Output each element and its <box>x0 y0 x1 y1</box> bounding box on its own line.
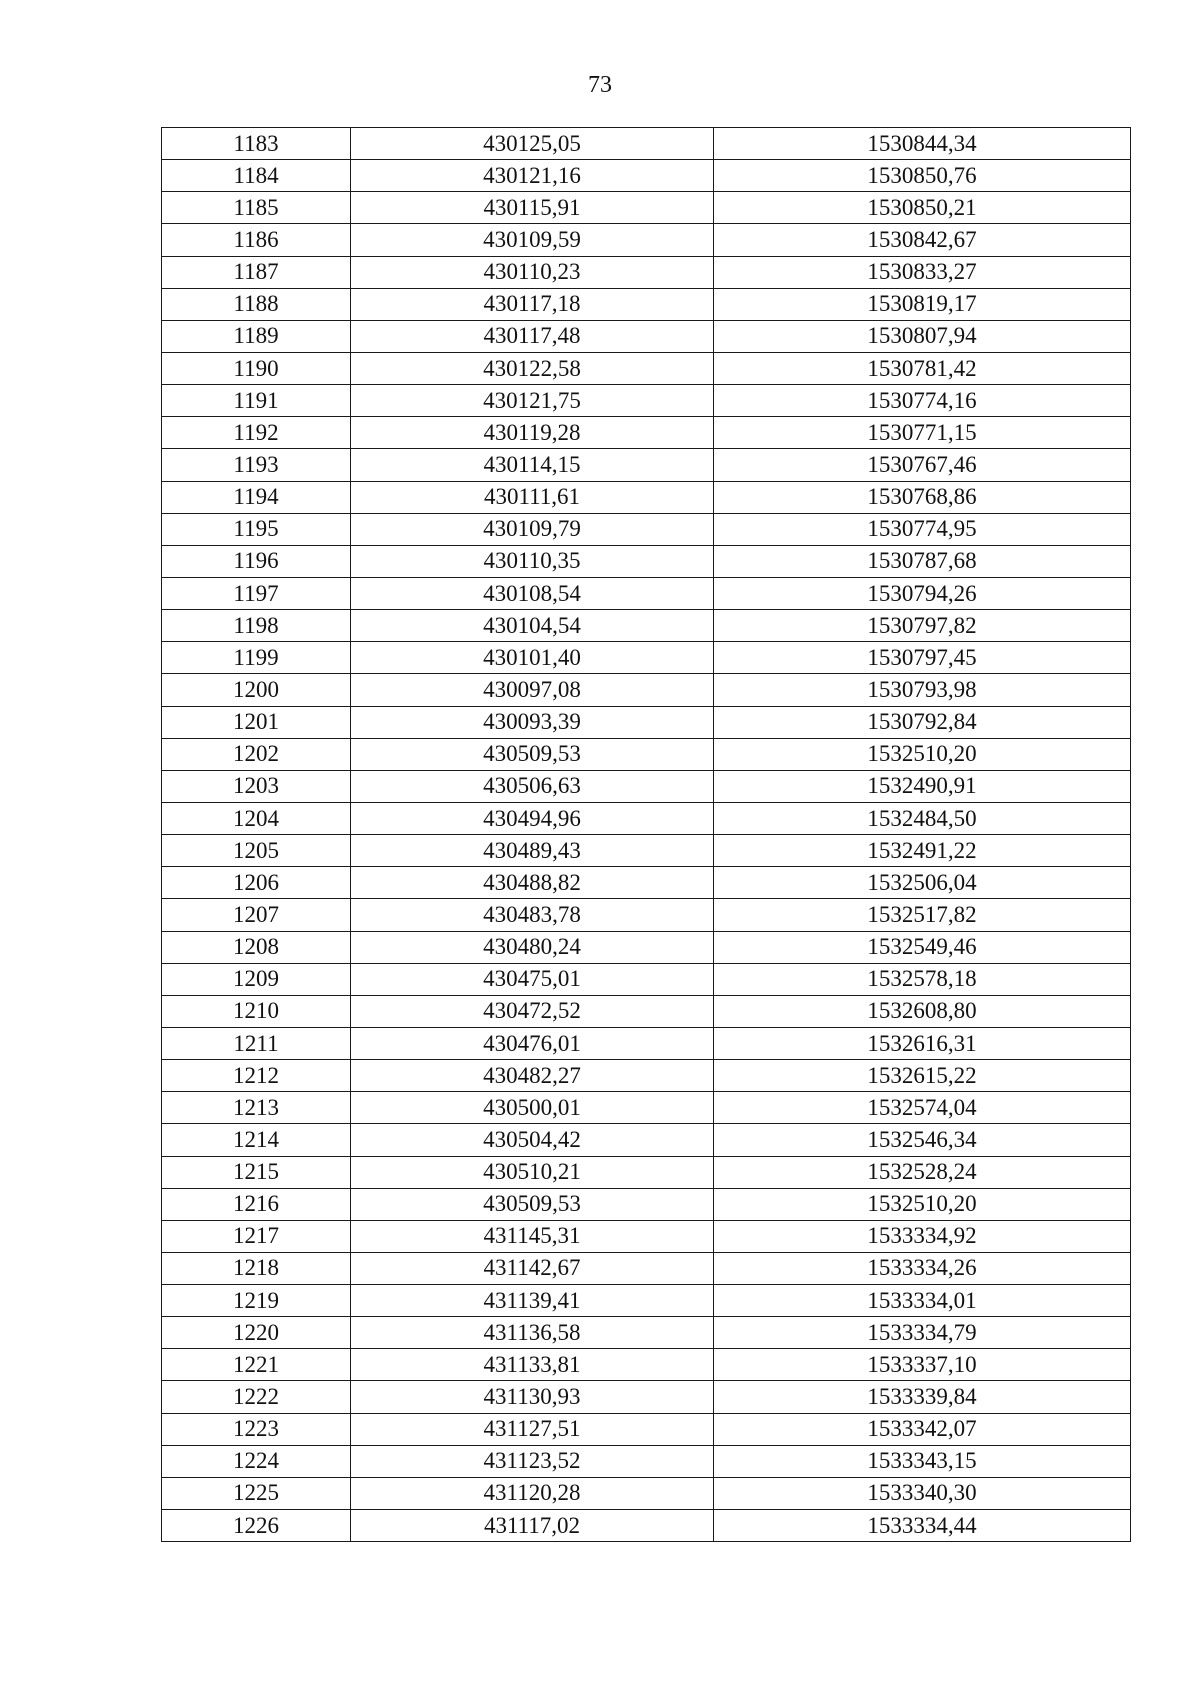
y-coordinate-cell: 1532615,22 <box>714 1060 1131 1092</box>
y-coordinate-cell: 1530850,76 <box>714 160 1131 192</box>
y-coordinate-cell: 1532546,34 <box>714 1124 1131 1156</box>
table-row <box>162 995 1131 1027</box>
point-number-cell: 1217 <box>162 1220 351 1252</box>
x-coordinate-cell: 430093,39 <box>351 706 714 738</box>
point-number-cell: 1185 <box>162 192 351 224</box>
table-row <box>162 1285 1131 1317</box>
point-number-cell: 1208 <box>162 931 351 963</box>
table-row <box>162 192 1131 224</box>
x-coordinate-cell: 430110,23 <box>351 256 714 288</box>
point-number-cell: 1223 <box>162 1413 351 1445</box>
coordinates-table <box>161 127 1131 1542</box>
table-row <box>162 1220 1131 1252</box>
x-coordinate-cell: 430509,53 <box>351 738 714 770</box>
table-row <box>162 1092 1131 1124</box>
point-number-cell: 1222 <box>162 1381 351 1413</box>
y-coordinate-cell: 1532510,20 <box>714 1188 1131 1220</box>
coordinates-table-body <box>162 128 1131 1542</box>
table-row <box>162 931 1131 963</box>
y-coordinate-cell: 1530844,34 <box>714 128 1131 160</box>
y-coordinate-cell: 1530807,94 <box>714 320 1131 352</box>
point-number-cell: 1218 <box>162 1252 351 1284</box>
x-coordinate-cell: 430111,61 <box>351 481 714 513</box>
y-coordinate-cell: 1532549,46 <box>714 931 1131 963</box>
point-number-cell: 1206 <box>162 867 351 899</box>
table-row <box>162 706 1131 738</box>
x-coordinate-cell: 431139,41 <box>351 1285 714 1317</box>
table-row <box>162 1317 1131 1349</box>
page-number: 73 <box>588 72 612 98</box>
point-number-cell: 1201 <box>162 706 351 738</box>
point-number-cell: 1210 <box>162 995 351 1027</box>
x-coordinate-cell: 430480,24 <box>351 931 714 963</box>
x-coordinate-cell: 430476,01 <box>351 1027 714 1059</box>
y-coordinate-cell: 1530797,45 <box>714 642 1131 674</box>
table-row <box>162 642 1131 674</box>
y-coordinate-cell: 1530794,26 <box>714 577 1131 609</box>
point-number-cell: 1189 <box>162 320 351 352</box>
y-coordinate-cell: 1530774,16 <box>714 385 1131 417</box>
point-number-cell: 1198 <box>162 610 351 642</box>
point-number-cell: 1224 <box>162 1445 351 1477</box>
table-row <box>162 513 1131 545</box>
y-coordinate-cell: 1533334,44 <box>714 1510 1131 1542</box>
y-coordinate-cell: 1532490,91 <box>714 770 1131 802</box>
x-coordinate-cell: 430121,16 <box>351 160 714 192</box>
point-number-cell: 1197 <box>162 577 351 609</box>
point-number-cell: 1183 <box>162 128 351 160</box>
x-coordinate-cell: 431120,28 <box>351 1477 714 1509</box>
y-coordinate-cell: 1530819,17 <box>714 288 1131 320</box>
point-number-cell: 1202 <box>162 738 351 770</box>
y-coordinate-cell: 1530797,82 <box>714 610 1131 642</box>
x-coordinate-cell: 430117,48 <box>351 320 714 352</box>
y-coordinate-cell: 1530793,98 <box>714 674 1131 706</box>
x-coordinate-cell: 430117,18 <box>351 288 714 320</box>
x-coordinate-cell: 431142,67 <box>351 1252 714 1284</box>
y-coordinate-cell: 1532608,80 <box>714 995 1131 1027</box>
x-coordinate-cell: 431130,93 <box>351 1381 714 1413</box>
point-number-cell: 1220 <box>162 1317 351 1349</box>
x-coordinate-cell: 431133,81 <box>351 1349 714 1381</box>
x-coordinate-cell: 431123,52 <box>351 1445 714 1477</box>
point-number-cell: 1213 <box>162 1092 351 1124</box>
x-coordinate-cell: 431136,58 <box>351 1317 714 1349</box>
point-number-cell: 1225 <box>162 1477 351 1509</box>
y-coordinate-cell: 1530774,95 <box>714 513 1131 545</box>
x-coordinate-cell: 430121,75 <box>351 385 714 417</box>
y-coordinate-cell: 1533343,15 <box>714 1445 1131 1477</box>
table-row <box>162 256 1131 288</box>
x-coordinate-cell: 430101,40 <box>351 642 714 674</box>
x-coordinate-cell: 430119,28 <box>351 417 714 449</box>
point-number-cell: 1193 <box>162 449 351 481</box>
y-coordinate-cell: 1532528,24 <box>714 1156 1131 1188</box>
table-row <box>162 385 1131 417</box>
x-coordinate-cell: 430115,91 <box>351 192 714 224</box>
point-number-cell: 1221 <box>162 1349 351 1381</box>
y-coordinate-cell: 1533334,92 <box>714 1220 1131 1252</box>
point-number-cell: 1191 <box>162 385 351 417</box>
y-coordinate-cell: 1532578,18 <box>714 963 1131 995</box>
table-row <box>162 899 1131 931</box>
y-coordinate-cell: 1533334,79 <box>714 1317 1131 1349</box>
x-coordinate-cell: 430097,08 <box>351 674 714 706</box>
table-row <box>162 1445 1131 1477</box>
table-row <box>162 1381 1131 1413</box>
x-coordinate-cell: 430475,01 <box>351 963 714 995</box>
x-coordinate-cell: 430500,01 <box>351 1092 714 1124</box>
point-number-cell: 1199 <box>162 642 351 674</box>
x-coordinate-cell: 430109,79 <box>351 513 714 545</box>
point-number-cell: 1186 <box>162 224 351 256</box>
table-row <box>162 802 1131 834</box>
x-coordinate-cell: 430109,59 <box>351 224 714 256</box>
table-row <box>162 128 1131 160</box>
y-coordinate-cell: 1533340,30 <box>714 1477 1131 1509</box>
table-row <box>162 963 1131 995</box>
y-coordinate-cell: 1532616,31 <box>714 1027 1131 1059</box>
x-coordinate-cell: 430122,58 <box>351 352 714 384</box>
x-coordinate-cell: 430510,21 <box>351 1156 714 1188</box>
point-number-cell: 1203 <box>162 770 351 802</box>
x-coordinate-cell: 430494,96 <box>351 802 714 834</box>
y-coordinate-cell: 1530842,67 <box>714 224 1131 256</box>
y-coordinate-cell: 1530850,21 <box>714 192 1131 224</box>
x-coordinate-cell: 430488,82 <box>351 867 714 899</box>
x-coordinate-cell: 430506,63 <box>351 770 714 802</box>
x-coordinate-cell: 430104,54 <box>351 610 714 642</box>
point-number-cell: 1184 <box>162 160 351 192</box>
y-coordinate-cell: 1532484,50 <box>714 802 1131 834</box>
table-row <box>162 352 1131 384</box>
x-coordinate-cell: 431117,02 <box>351 1510 714 1542</box>
table-row <box>162 738 1131 770</box>
point-number-cell: 1196 <box>162 545 351 577</box>
x-coordinate-cell: 430509,53 <box>351 1188 714 1220</box>
table-row <box>162 674 1131 706</box>
point-number-cell: 1190 <box>162 352 351 384</box>
y-coordinate-cell: 1532506,04 <box>714 867 1131 899</box>
x-coordinate-cell: 430108,54 <box>351 577 714 609</box>
point-number-cell: 1200 <box>162 674 351 706</box>
point-number-cell: 1226 <box>162 1510 351 1542</box>
table-row <box>162 1156 1131 1188</box>
x-coordinate-cell: 430472,52 <box>351 995 714 1027</box>
y-coordinate-cell: 1530781,42 <box>714 352 1131 384</box>
x-coordinate-cell: 430125,05 <box>351 128 714 160</box>
point-number-cell: 1192 <box>162 417 351 449</box>
table-row <box>162 1413 1131 1445</box>
y-coordinate-cell: 1530792,84 <box>714 706 1131 738</box>
point-number-cell: 1214 <box>162 1124 351 1156</box>
y-coordinate-cell: 1530771,15 <box>714 417 1131 449</box>
table-row <box>162 481 1131 513</box>
point-number-cell: 1194 <box>162 481 351 513</box>
x-coordinate-cell: 430114,15 <box>351 449 714 481</box>
y-coordinate-cell: 1533342,07 <box>714 1413 1131 1445</box>
point-number-cell: 1219 <box>162 1285 351 1317</box>
point-number-cell: 1188 <box>162 288 351 320</box>
y-coordinate-cell: 1533337,10 <box>714 1349 1131 1381</box>
x-coordinate-cell: 430483,78 <box>351 899 714 931</box>
table-row <box>162 610 1131 642</box>
point-number-cell: 1216 <box>162 1188 351 1220</box>
table-row <box>162 1510 1131 1542</box>
x-coordinate-cell: 430482,27 <box>351 1060 714 1092</box>
y-coordinate-cell: 1532517,82 <box>714 899 1131 931</box>
y-coordinate-cell: 1530833,27 <box>714 256 1131 288</box>
table-row <box>162 1188 1131 1220</box>
point-number-cell: 1195 <box>162 513 351 545</box>
table-row <box>162 449 1131 481</box>
y-coordinate-cell: 1533334,26 <box>714 1252 1131 1284</box>
table-row <box>162 1124 1131 1156</box>
point-number-cell: 1205 <box>162 835 351 867</box>
table-row <box>162 545 1131 577</box>
table-row <box>162 867 1131 899</box>
table-row <box>162 1349 1131 1381</box>
y-coordinate-cell: 1532574,04 <box>714 1092 1131 1124</box>
point-number-cell: 1209 <box>162 963 351 995</box>
table-row <box>162 320 1131 352</box>
y-coordinate-cell: 1532510,20 <box>714 738 1131 770</box>
table-row <box>162 1252 1131 1284</box>
table-row <box>162 1027 1131 1059</box>
y-coordinate-cell: 1530768,86 <box>714 481 1131 513</box>
table-row <box>162 417 1131 449</box>
table-row <box>162 224 1131 256</box>
point-number-cell: 1211 <box>162 1027 351 1059</box>
point-number-cell: 1207 <box>162 899 351 931</box>
x-coordinate-cell: 431127,51 <box>351 1413 714 1445</box>
x-coordinate-cell: 430489,43 <box>351 835 714 867</box>
point-number-cell: 1215 <box>162 1156 351 1188</box>
y-coordinate-cell: 1530767,46 <box>714 449 1131 481</box>
y-coordinate-cell: 1530787,68 <box>714 545 1131 577</box>
x-coordinate-cell: 430110,35 <box>351 545 714 577</box>
point-number-cell: 1204 <box>162 802 351 834</box>
table-row <box>162 160 1131 192</box>
table-row <box>162 835 1131 867</box>
point-number-cell: 1187 <box>162 256 351 288</box>
y-coordinate-cell: 1533339,84 <box>714 1381 1131 1413</box>
y-coordinate-cell: 1532491,22 <box>714 835 1131 867</box>
y-coordinate-cell: 1533334,01 <box>714 1285 1131 1317</box>
table-row <box>162 1477 1131 1509</box>
table-row <box>162 1060 1131 1092</box>
x-coordinate-cell: 430504,42 <box>351 1124 714 1156</box>
table-row <box>162 288 1131 320</box>
point-number-cell: 1212 <box>162 1060 351 1092</box>
table-row <box>162 770 1131 802</box>
table-row <box>162 577 1131 609</box>
x-coordinate-cell: 431145,31 <box>351 1220 714 1252</box>
